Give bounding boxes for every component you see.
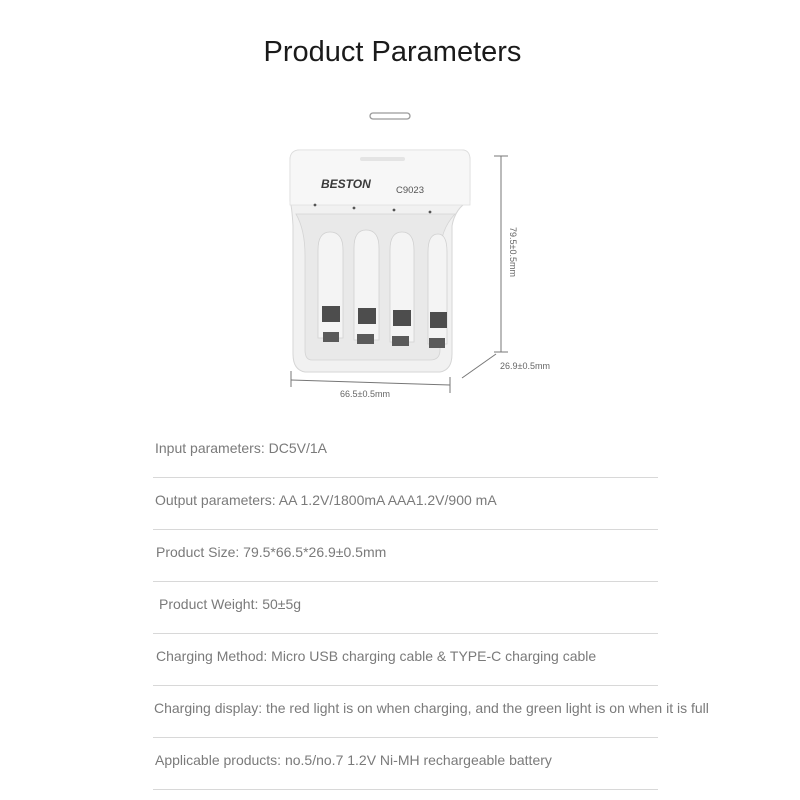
param-text: Charging Method: Micro USB charging cable & TYPE-C charging cable — [156, 648, 597, 664]
param-row — [153, 738, 658, 790]
param-row — [153, 426, 658, 478]
indicator-light — [314, 204, 317, 207]
battery-slot — [428, 234, 447, 348]
depth-dimension-label: 26.9±0.5mm — [500, 361, 550, 371]
page-title: Product Parameters — [263, 36, 522, 68]
height-dimension-label: 79.5±0.5mm — [508, 227, 518, 277]
param-row — [153, 686, 709, 738]
param-text: Output parameters: AA 1.2V/1800mA AAA1.2V/900 mA — [155, 492, 497, 508]
param-text: Charging display: the red light is on when charging, and the green light is on when it is full — [154, 700, 709, 716]
battery-slot — [354, 230, 379, 344]
param-row — [153, 582, 658, 634]
battery-slot — [318, 232, 343, 342]
brand-label: BESTON — [321, 177, 371, 191]
indicator-light — [353, 207, 356, 210]
param-text: Product Weight: 50±5g — [159, 596, 302, 612]
param-row — [153, 530, 658, 582]
indicator-light — [393, 209, 396, 212]
param-text: Applicable products: no.5/no.7 1.2V Ni-MH rechargeable battery — [155, 752, 552, 768]
model-label: C9023 — [396, 185, 424, 196]
param-text: Product Size: 79.5*66.5*26.9±0.5mm — [156, 544, 387, 560]
indicator-light — [429, 211, 432, 214]
param-row — [153, 634, 658, 686]
usb-port — [370, 113, 410, 119]
param-row — [153, 478, 658, 530]
width-dimension-label: 66.5±0.5mm — [340, 389, 390, 399]
param-text: Input parameters: DC5V/1A — [155, 440, 327, 456]
depth-dimension — [462, 354, 496, 378]
height-dimension — [494, 156, 508, 352]
battery-slot — [390, 232, 414, 346]
